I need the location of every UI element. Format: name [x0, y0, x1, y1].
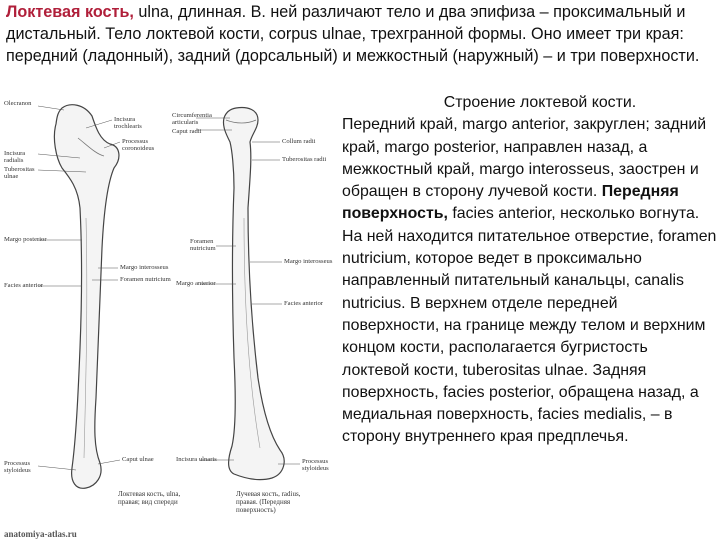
label-incisura-ulnaris: Incisura ulnaris: [176, 456, 217, 463]
label-margo-interosseus-left: Margo interosseus: [120, 264, 169, 271]
label-caput-ulnae: Caput ulnae: [122, 456, 154, 463]
label-circumferentia: Circumferentia articularis: [172, 112, 212, 126]
bone-illustration: [0, 98, 336, 540]
label-foramen-nutricium-right: Foramen nutricium: [190, 238, 216, 252]
description-bold: Передняя поверхность,: [342, 183, 679, 223]
label-olecranon: Olecranon: [4, 100, 32, 107]
label-incisura-radialis: Incisura radialis: [4, 150, 26, 164]
intro-paragraph: [6, 1, 714, 67]
label-collum-radii: Collum radii: [282, 138, 316, 145]
label-margo-anterior: Margo anterior: [176, 280, 216, 287]
label-margo-interosseus-right: Margo interosseus: [284, 258, 333, 265]
description-paragraph: [342, 92, 718, 449]
description-p1: Передний край, margo anterior, закруглен; задний край, margo posterior, направлен назад, а межкостный край, margo interosseus, заострен и обращен в сторону лучевой кости.: [342, 116, 707, 201]
label-incisura-trochlearis: Incisura trochlearis: [114, 116, 142, 130]
description-title: Строение локтевой кости.: [443, 94, 637, 111]
label-processus-coronoideus: Processus coronoideus: [122, 138, 155, 152]
label-foramen-nutricium-left: Foramen nutricium: [120, 276, 171, 283]
label-caput-radii: Caput radii: [172, 128, 202, 135]
caption-ulna: Локтевая кость, ulna, правая; вид спереди: [118, 490, 181, 506]
label-tuberositas-ulnae: Tuberositas ulnae: [4, 166, 35, 180]
watermark: anatomiya-atlas.ru: [4, 529, 77, 539]
bones-drawing: [0, 98, 336, 540]
caption-radius: Лучевая кость, radius, правая. (Передняя поверхность): [236, 490, 301, 514]
label-processus-styloideus-right: Processus styloideus: [302, 458, 329, 472]
intro-term: Локтевая кость,: [6, 3, 134, 21]
label-facies-anterior-right: Facies anterior: [284, 300, 323, 307]
radius-shape: [223, 108, 284, 480]
label-processus-styloideus-left: Processus styloideus: [4, 460, 31, 474]
label-margo-posterior: Margo posterior: [4, 236, 47, 243]
description-p2: facies anterior, несколько вогнута. На ней находится питательное отверстие, foramen nutricium, которое ведет в проксимально направленный питательный канальцы, canalis nutricius. В верхнем отделе передней поверхности, на границе между телом и верхним концом кости, располагается бугристость локтевой кости, tuberositas ulnae. Задняя поверхность, facies posterior, обращена назад, а медиальная поверхность, facies medialis, – в сторону внутреннего края предплечья.: [342, 205, 717, 446]
label-tuberositas-radii: Tuberositas radii: [282, 156, 327, 163]
label-facies-anterior-left: Facies anterior: [4, 282, 43, 289]
intro-text: ulna, длинная. В. ней различают тело и два эпифиза – проксимальный и дистальный. Тело локтевой кости, corpus ulnae, трехгранной формы. Оно имеет три края: передний (ладонный), задний (дорсальный) и межкостный (наружный) – и три поверхности.: [6, 3, 700, 65]
